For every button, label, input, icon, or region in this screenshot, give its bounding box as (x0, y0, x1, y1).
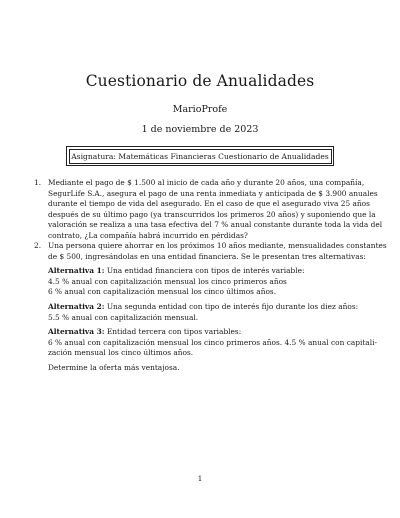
alternative-1-heading (48, 266, 358, 277)
alternative-line: zación mensual los cinco últimos años. (48, 348, 194, 358)
question-line: Una persona quiere ahorrar en los próximos 10 años mediante, mensualidades constantes (48, 241, 387, 250)
alternative-3-heading (48, 327, 358, 338)
question-line: contrato, ¿La compañía habrá incurrido en pérdidas? (48, 230, 248, 240)
alternative-text: Entidad tercera con tipos variables: (104, 327, 242, 337)
subject-box (66, 146, 334, 166)
page-number: 1 (197, 474, 203, 483)
alternative-text: Una segunda entidad con tipo de interés fijo durante los diez años: (104, 301, 359, 311)
document-date: 1 de noviembre de 2023 (141, 124, 259, 135)
question-1 (34, 178, 383, 242)
question-number: 1. (34, 178, 42, 187)
document-title: Cuestionario de Anualidades (85, 72, 315, 90)
subject-box-text: Asignatura: Matemáticas Financieras Cuestionario de Anualidades (69, 149, 332, 164)
question-line: Mediante el pago de $ 1.500 al inicio de cada año y durante 20 años, una compañía, (48, 178, 365, 187)
alternative-line: 4.5 % anual con capitalización mensual los cinco primeros años (48, 276, 287, 286)
question-closing: Determine la oferta más ventajosa. (48, 362, 180, 372)
question-2 (34, 241, 387, 374)
question-line: durante el tiempo de vida del asegurado. En el caso de que el asegurado viva 25 años (48, 199, 370, 209)
alternative-line: 6 % anual con capitalización mensual los cinco últimos años. (48, 287, 277, 297)
question-line: después de su último pago (ya transcurridos los primeros 20 años) y suponiendo que la (48, 209, 376, 219)
question-line: valoración se realiza a una tasa efectiva del 7 % anual constante durante toda la vida del (48, 220, 383, 230)
alternative-label: Alternativa 1: (48, 266, 105, 276)
alternative-line: 6 % anual con capitalización mensual los cinco primeros años. 4.5 % anual con capitali- (48, 337, 377, 347)
alternative-line: 5.5 % anual con capitalización mensual. (48, 312, 199, 322)
question-number: 2. (34, 241, 42, 250)
alternative-label: Alternativa 2: (48, 301, 105, 311)
question-line: de $ 500, ingresándolas en una entidad financiera. Se le presentan tres alternativas: (48, 251, 366, 261)
alternative-text: Una entidad financiera con tipos de interés variable: (104, 266, 305, 276)
document-author: MarioProfe (172, 104, 228, 115)
question-line: SegurLife S.A., asegura el pago de una renta inmediata y anticipada de $ 3.900 anuales (48, 188, 378, 198)
alternative-2-heading (48, 302, 358, 313)
alternative-label: Alternativa 3: (48, 327, 105, 337)
